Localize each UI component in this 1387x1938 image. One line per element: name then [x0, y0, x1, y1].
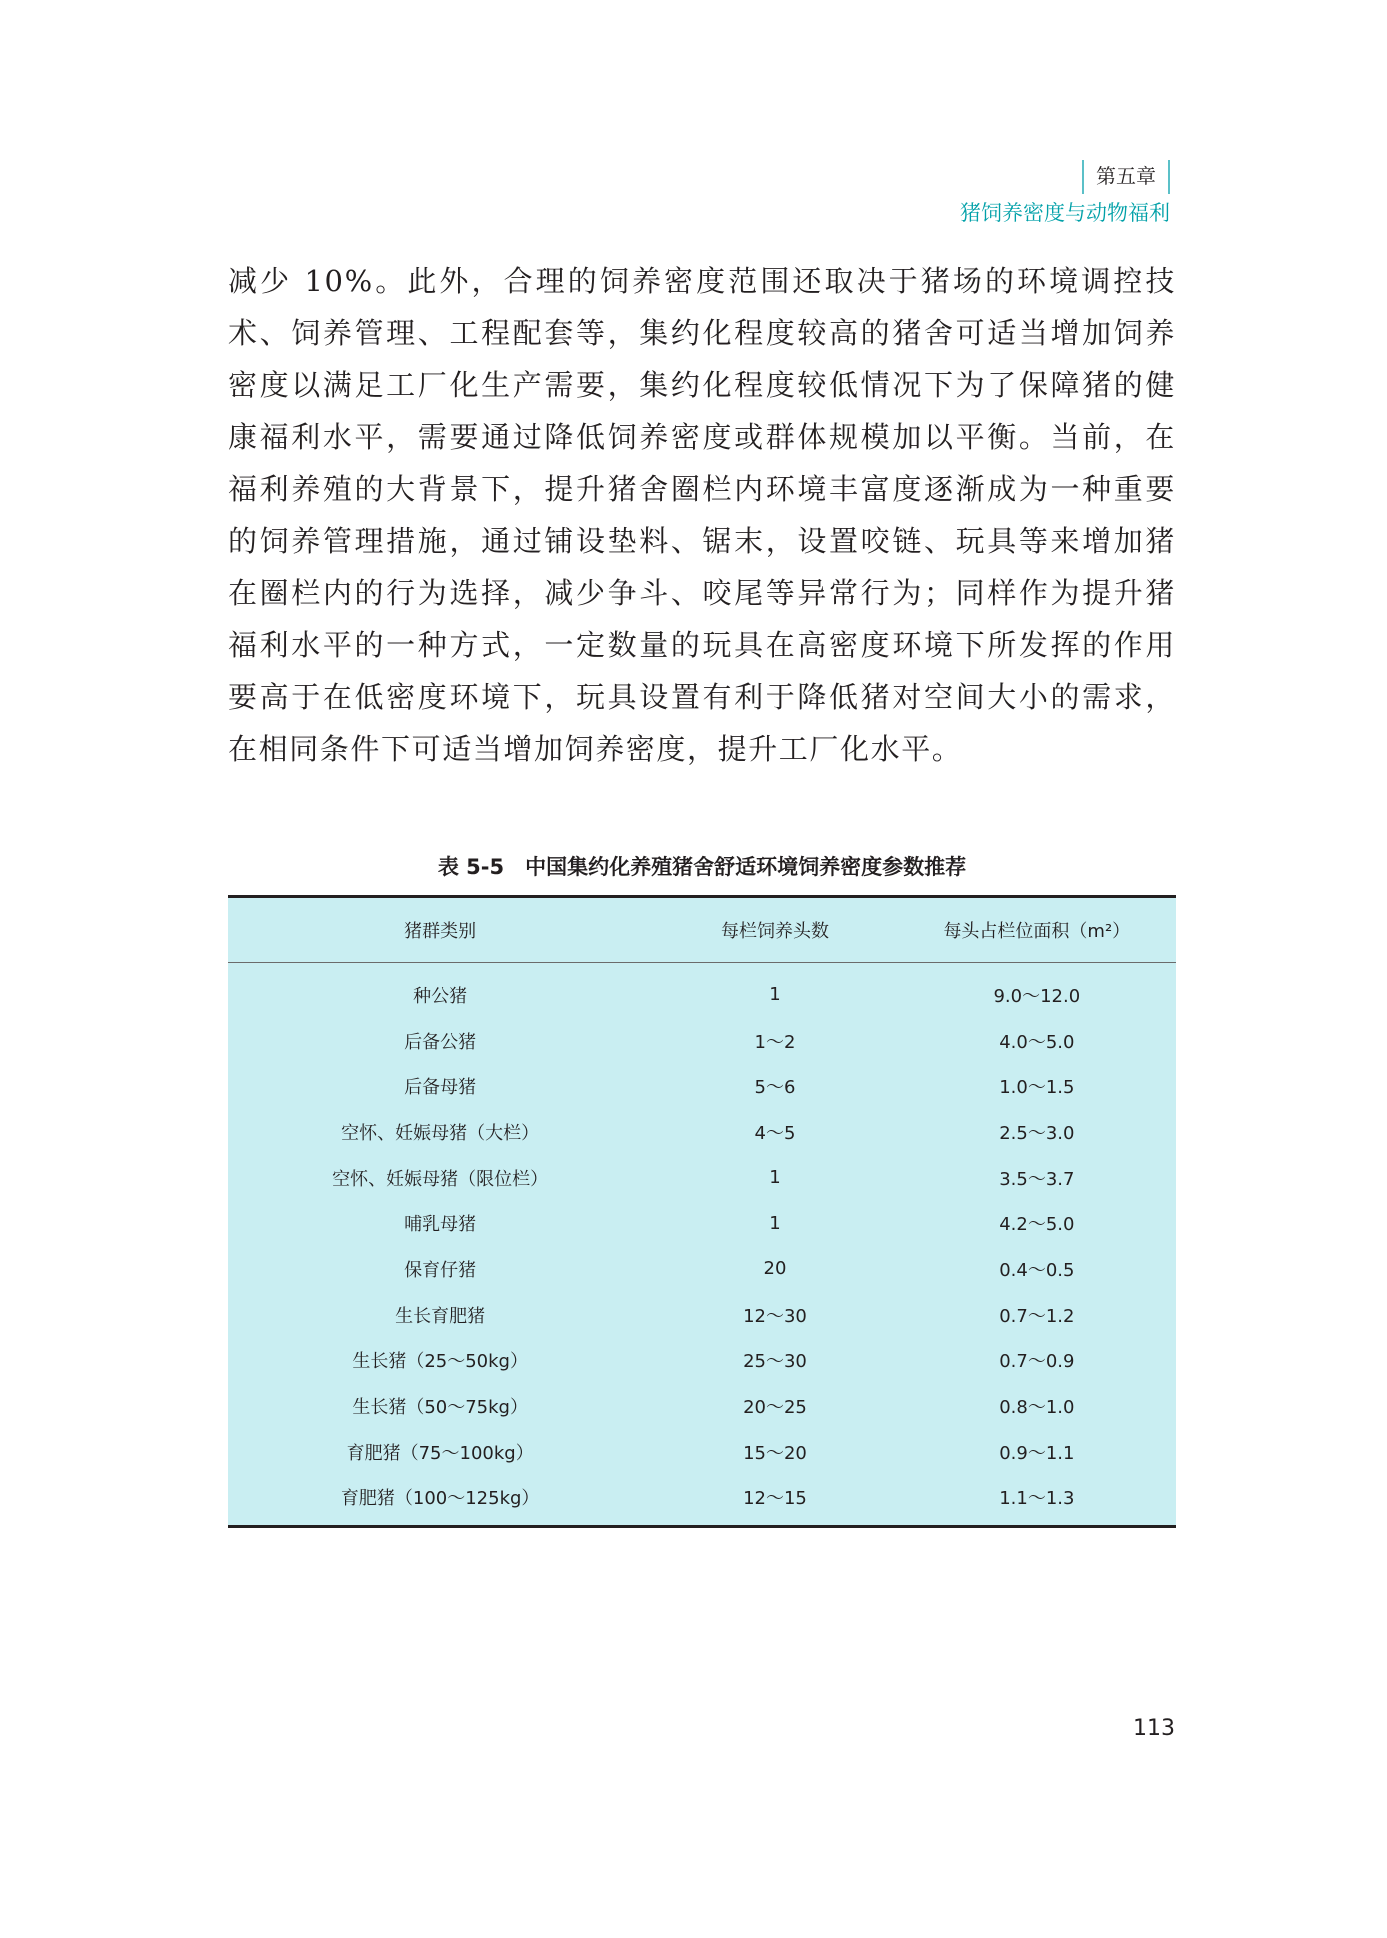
- table-row: [228, 1338, 1176, 1384]
- density-table: [228, 898, 1176, 1525]
- table-row: [228, 1383, 1176, 1429]
- table-row: [228, 1246, 1176, 1292]
- chapter-label: 第五章: [1082, 160, 1170, 194]
- cell-pig-group: 哺乳母猪: [404, 1214, 477, 1236]
- body-paragraph: 减少 10%。此外，合理的饲养密度范围还取决于猪场的环境调控技术、饲养管理、工程配套等，集约化程度较高的猪舍可适当增加饲养密度以满足工厂化生产需要，集约化程度较低情况下为了保障猪的健康福利水平，需要通过降低饲养密度或群体规模加以平衡。当前，在福利养殖的大背景下，提升猪舍圈栏内环境丰富度逐渐成为一种重要的饲养管理措施，通过铺设垫料、锯末，设置咬链、玩具等来增加猪在圈栏内的行为选择，减少争斗、咬尾等异常行为；同样作为提升猪福利水平的一种方式，一定数量的玩具在高密度环境下所发挥的作用要高于在低密度环境下，玩具设置有利于降低猪对空间大小的需求，在相同条件下可适当增加饲养密度，提升工厂化水平。: [228, 264, 1176, 766]
- cell-pig-group: 空怀、妊娠母猪（大栏）: [341, 1122, 540, 1144]
- cell-area: 0.9～1.1: [999, 1442, 1075, 1464]
- table-row: [228, 1429, 1176, 1475]
- cell-area: 4.2～5.0: [999, 1214, 1075, 1236]
- header-head-count: 每栏饲养头数: [652, 898, 897, 963]
- table-row: [228, 1155, 1176, 1201]
- cell-pig-group: 后备公猪: [404, 1031, 477, 1053]
- chapter-subtitle: 猪饲养密度与动物福利: [960, 201, 1170, 225]
- table-row: [228, 963, 1176, 1018]
- table-row: [228, 1018, 1176, 1064]
- cell-pig-group: 后备母猪: [404, 1077, 477, 1099]
- header-area-per-head: 每头占栏位面积（m²）: [898, 898, 1176, 963]
- cell-head-count: 12～15: [743, 1488, 807, 1510]
- table-row: [228, 1200, 1176, 1246]
- cell-head-count: 1: [769, 984, 781, 1006]
- cell-pig-group: 种公猪: [413, 985, 468, 1007]
- cell-area: 2.5～3.0: [999, 1122, 1075, 1144]
- cell-head-count: 1: [769, 1167, 781, 1189]
- page-number: 113: [1133, 1716, 1175, 1741]
- table-row: [228, 1475, 1176, 1526]
- cell-pig-group: 育肥猪（100～125kg）: [340, 1488, 540, 1510]
- cell-pig-group: 空怀、妊娠母猪（限位栏）: [332, 1168, 549, 1190]
- cell-head-count: 20: [763, 1258, 787, 1280]
- cell-head-count: 1: [769, 1212, 781, 1234]
- cell-area: 1.1～1.3: [999, 1488, 1075, 1510]
- table-row: [228, 1063, 1176, 1109]
- cell-head-count: 15～20: [743, 1442, 807, 1464]
- cell-head-count: 12～30: [743, 1305, 807, 1327]
- header-pig-group: 猪群类别: [228, 898, 652, 963]
- cell-head-count: 1～2: [754, 1031, 796, 1053]
- table-header-row: [228, 898, 1176, 963]
- cell-area: 4.0～5.0: [999, 1031, 1075, 1053]
- density-table-container: [228, 895, 1176, 1528]
- cell-head-count: 25～30: [743, 1351, 807, 1373]
- table-row: [228, 1292, 1176, 1338]
- cell-head-count: 4～5: [754, 1122, 796, 1144]
- cell-area: 0.7～0.9: [999, 1351, 1075, 1373]
- cell-pig-group: 育肥猪（75～100kg）: [346, 1442, 534, 1464]
- table-row: [228, 1109, 1176, 1155]
- cell-pig-group: 生长猪（25～50kg）: [352, 1351, 528, 1373]
- cell-pig-group: 生长猪（50～75kg）: [352, 1397, 528, 1419]
- cell-area: 9.0～12.0: [993, 985, 1081, 1007]
- cell-pig-group: 生长育肥猪: [395, 1305, 486, 1327]
- cell-head-count: 5～6: [754, 1077, 796, 1099]
- cell-area: 0.4～0.5: [999, 1259, 1075, 1281]
- cell-pig-group: 保育仔猪: [404, 1259, 477, 1281]
- cell-area: 0.8～1.0: [999, 1397, 1075, 1419]
- table-caption: 表 5-5 中国集约化养殖猪舍舒适环境饲养密度参数推荐: [437, 855, 967, 879]
- cell-head-count: 20～25: [743, 1397, 807, 1419]
- cell-area: 1.0～1.5: [999, 1077, 1075, 1099]
- cell-area: 3.5～3.7: [999, 1168, 1075, 1190]
- running-header: [960, 160, 1170, 226]
- cell-area: 0.7～1.2: [999, 1305, 1075, 1327]
